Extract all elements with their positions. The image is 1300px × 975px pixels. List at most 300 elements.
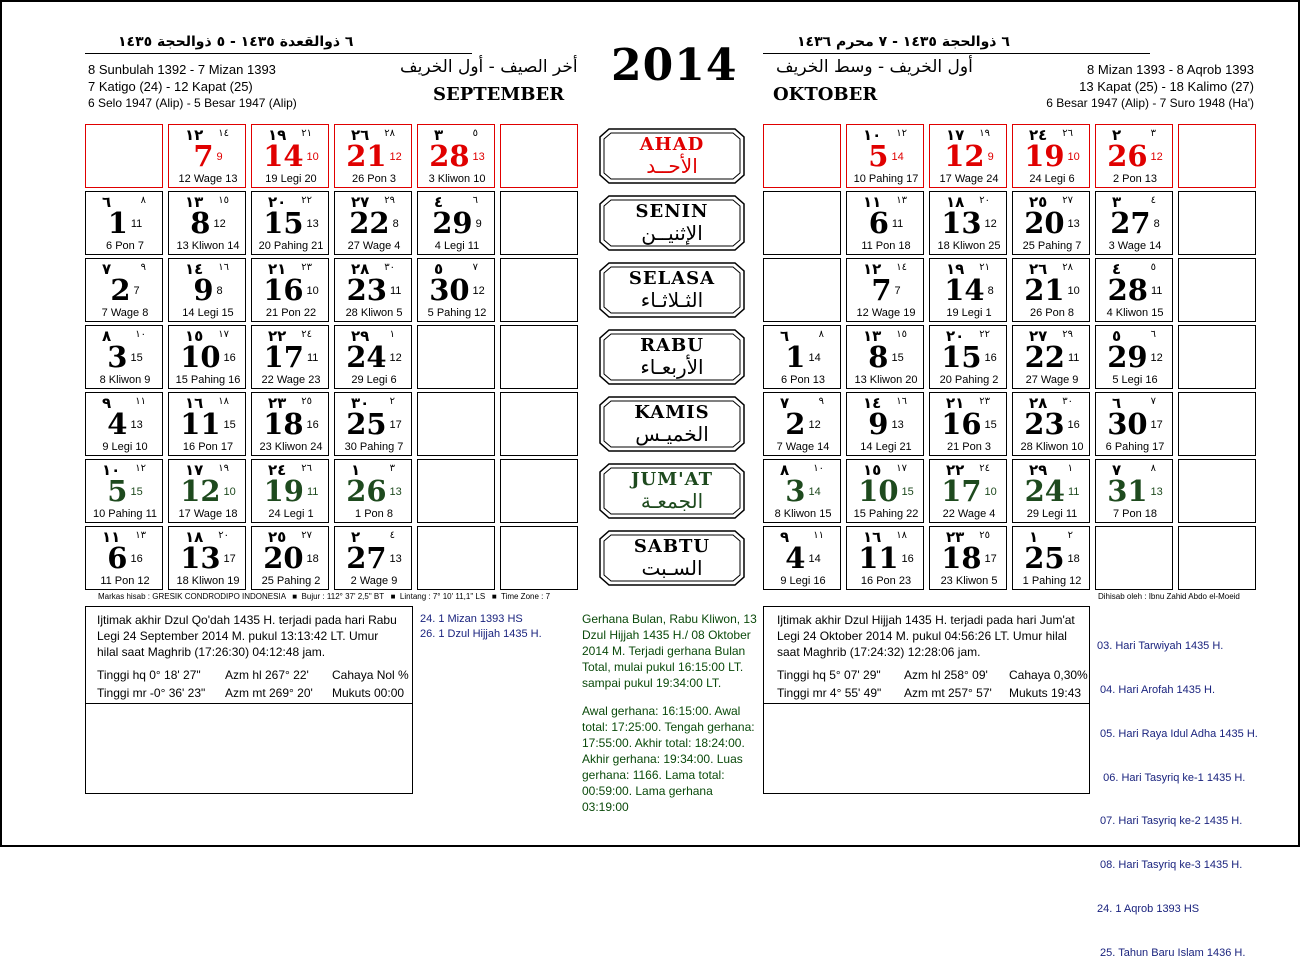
- pasaran: 26 Pon 3: [351, 173, 397, 185]
- hijri-day: ٢٤: [268, 461, 287, 479]
- solar-day: 14: [808, 486, 821, 498]
- gregorian-day: [1096, 340, 1174, 374]
- hijri-small: ١٠: [135, 329, 146, 340]
- pasaran: 2 Pon 13: [1112, 173, 1158, 185]
- solar-day: 11: [389, 285, 402, 297]
- hijri-day: ٣: [1112, 193, 1122, 211]
- gregorian-day-number: 18: [941, 541, 982, 575]
- pasaran: 30 Pahing 7: [344, 441, 404, 453]
- hijri-small: ٢١: [979, 262, 990, 273]
- gregorian-day: [169, 340, 247, 374]
- day-label-latin: SELASA: [628, 268, 716, 289]
- gregorian-day-number: 9: [868, 407, 889, 441]
- hijri-day: ٤: [434, 193, 444, 211]
- hijri-small: ١٩: [218, 463, 229, 474]
- empty-day-cell: [1178, 258, 1256, 322]
- gregorian-day: [847, 206, 925, 240]
- hijri-small: ٨: [1150, 463, 1156, 474]
- hijri-day: ٧: [1112, 461, 1122, 479]
- gregorian-day-number: 31: [1107, 474, 1148, 508]
- pasaran: 7 Wage 8: [101, 307, 149, 319]
- hijri-small: ٤: [1150, 195, 1156, 206]
- pasaran: 24 Legi 6: [1029, 173, 1075, 185]
- right-season: أول الخريف - وسط الخريف: [776, 57, 973, 77]
- hijri-small: ١: [389, 329, 395, 340]
- pasaran: 4 Kliwon 15: [1106, 307, 1164, 319]
- hijri-small: ٦: [1150, 329, 1156, 340]
- pasaran: 7 Pon 18: [1112, 508, 1158, 520]
- empty-day-cell: [763, 124, 841, 188]
- gregorian-day: [252, 407, 330, 441]
- day-cell: [417, 191, 495, 255]
- gregorian-day-number: 8: [190, 206, 211, 240]
- pasaran: 9 Legi 16: [780, 575, 826, 587]
- hijri-day: ٦: [1112, 394, 1122, 412]
- gregorian-day-number: 30: [1107, 407, 1148, 441]
- hijri-small: ١٠: [813, 463, 824, 474]
- day-cell: [251, 325, 329, 389]
- solar-day: 7: [133, 285, 140, 297]
- hijri-small: ٢: [1067, 530, 1073, 541]
- hijri-day: ٢٠: [946, 327, 965, 345]
- hijri-small: ٢٤: [979, 463, 990, 474]
- hijri-day: ٢١: [268, 260, 287, 278]
- event-item: 24. 1 Aqrob 1393 HS: [1097, 902, 1200, 915]
- hijri-day: ١: [1029, 528, 1039, 546]
- gregorian-day-number: 7: [871, 273, 892, 307]
- pasaran: 19 Legi 1: [946, 307, 992, 319]
- gregorian-day: [1096, 474, 1174, 508]
- hijri-small: ٣٠: [384, 262, 395, 273]
- hijri-small: ٢٨: [1062, 262, 1073, 273]
- gregorian-day: [418, 206, 496, 240]
- day-cell: [85, 258, 163, 322]
- solar-day: 11: [306, 486, 319, 498]
- hijri-small: ٢٦: [301, 463, 312, 474]
- pasaran: 21 Pon 22: [265, 307, 317, 319]
- hijri-small: ٨: [140, 195, 146, 206]
- hijri-day: ٨: [102, 327, 112, 345]
- solar-day: 13: [1067, 218, 1080, 230]
- left-line-1: 8 Sunbulah 1392 - 7 Mizan 1393: [88, 62, 276, 77]
- right-line-1: 8 Mizan 1393 - 8 Aqrob 1393: [1087, 62, 1254, 77]
- hijri-small: ٢٥: [301, 396, 312, 407]
- day-cell: [334, 258, 412, 322]
- gregorian-day-number: 24: [1024, 474, 1065, 508]
- hijri-day: ٢٩: [351, 327, 370, 345]
- pasaran: 11 Pon 12: [100, 575, 150, 587]
- pasaran: 25 Pahing 7: [1022, 240, 1082, 252]
- markas-hisab: Markas hisab : GRESIK CONDRODIPO INDONESIA ■ Bujur : 112° 37' 2,5" BT ■ Lintang : 7° 10' 11,1" LS ■ Time Zone : 7: [98, 592, 551, 601]
- left-calendar-lines: [88, 61, 297, 112]
- left-header-rule: [85, 53, 472, 54]
- hijri-day: ٩: [102, 394, 112, 412]
- gregorian-day-number: 15: [263, 206, 304, 240]
- day-cell: [85, 325, 163, 389]
- day-cell: [334, 325, 412, 389]
- hijri-small: ١٨: [218, 396, 229, 407]
- hijri-small: ٢٤: [301, 329, 312, 340]
- gregorian-day-number: 17: [263, 340, 304, 374]
- gregorian-day: [1013, 206, 1091, 240]
- hijri-day: ٢٧: [351, 193, 370, 211]
- day-label-senin: [599, 195, 745, 251]
- hijri-day: ١٩: [268, 126, 287, 144]
- hijri-day: ١١: [863, 193, 882, 211]
- day-label-arabic: الجمعـة: [640, 489, 704, 513]
- hijri-small: ٣: [1150, 128, 1156, 139]
- hijri-day: ٢٣: [268, 394, 287, 412]
- day-cell: [168, 325, 246, 389]
- solar-day: 16: [223, 352, 236, 364]
- hijri-small: ١٧: [896, 463, 907, 474]
- gregorian-day: [169, 474, 247, 508]
- solar-day: 13: [389, 553, 402, 565]
- gregorian-day-number: 26: [346, 474, 387, 508]
- hijri-day: ٧: [102, 260, 112, 278]
- gregorian-day-number: 21: [1024, 273, 1065, 307]
- gregorian-day-number: 28: [429, 139, 470, 173]
- day-label-latin: SENIN: [635, 201, 709, 222]
- solar-day: 7: [894, 285, 901, 297]
- event-item: 06. Hari Tasyriq ke-1 1435 H.: [1097, 771, 1246, 784]
- hijri-small: ٨: [818, 329, 824, 340]
- solar-day: 11: [306, 352, 319, 364]
- pasaran: 24 Legi 1: [268, 508, 314, 520]
- gregorian-day: [86, 541, 164, 575]
- gregorian-day: [1096, 273, 1174, 307]
- gerhana-detail: Awal gerhana: 16:15:00. Awal total: 17:25:00. Tengah gerhana: 17:55:00. Akhir total: 18:24:00. Akhir gerhana: 19:34:00. Luas gerhana: 1166. Lama total: 00:59:00. Lama gerhana 03:19:00: [582, 704, 755, 814]
- solar-day: 8: [216, 285, 223, 297]
- azm-hl-sep: Azm hl 267° 22': [225, 668, 309, 682]
- day-cell: [763, 459, 841, 523]
- day-cell: [846, 325, 924, 389]
- day-cell: [1095, 325, 1173, 389]
- day-cell: [251, 124, 329, 188]
- ijtimak-september-divider: [86, 703, 412, 704]
- gregorian-day: [169, 139, 247, 173]
- gregorian-day: [86, 407, 164, 441]
- day-cell: [168, 459, 246, 523]
- empty-day-cell: [417, 392, 495, 456]
- gregorian-day: [252, 206, 330, 240]
- day-cell: [334, 124, 412, 188]
- gregorian-day: [86, 273, 164, 307]
- gregorian-day: [252, 139, 330, 173]
- gregorian-day: [847, 474, 925, 508]
- day-cell: [168, 124, 246, 188]
- hijri-day: ١٥: [185, 327, 204, 345]
- pasaran: 13 Kliwon 14: [176, 240, 240, 252]
- hijri-day: ١٧: [185, 461, 204, 479]
- gregorian-day: [1013, 139, 1091, 173]
- day-label-latin: KAMIS: [634, 402, 710, 423]
- hijri-day: ١١: [102, 528, 121, 546]
- solar-day: 13: [306, 218, 319, 230]
- day-cell: [929, 325, 1007, 389]
- solar-day: 8: [1153, 218, 1160, 230]
- solar-day: 10: [1067, 151, 1080, 163]
- day-cell: [168, 191, 246, 255]
- gregorian-day: [418, 273, 496, 307]
- mukuts-sep: Mukuts 00:00: [332, 686, 405, 700]
- ijtimak-september-box: [85, 606, 413, 794]
- solar-day: 8: [392, 218, 399, 230]
- hijri-day: ١٢: [185, 126, 204, 144]
- event-item: 03. Hari Tarwiyah 1435 H.: [1097, 640, 1224, 653]
- hijri-day: ١٣: [863, 327, 882, 345]
- hijri-small: ١١: [813, 530, 824, 541]
- day-cell: [763, 392, 841, 456]
- events-september: [420, 612, 542, 641]
- gregorian-day-number: 22: [1024, 340, 1065, 374]
- day-cell: [85, 526, 163, 590]
- day-cell: [334, 459, 412, 523]
- day-cell: [251, 526, 329, 590]
- pasaran: 20 Pahing 21: [258, 240, 324, 252]
- day-label-arabic: الإثنيــن: [641, 221, 703, 245]
- hijri-small: ١: [1067, 463, 1073, 474]
- hijri-day: ٦: [102, 193, 112, 211]
- day-cell: [846, 526, 924, 590]
- right-hijri-range: ٦ ذوالحجة ١٤٣٥ - ٧ محرم ١٤٣٦: [797, 34, 1010, 50]
- hijri-day: ٢٣: [946, 528, 965, 546]
- gregorian-day-number: 21: [346, 139, 387, 173]
- event-item: 05. Hari Raya Idul Adha 1435 H.: [1097, 727, 1258, 740]
- pasaran: 1 Pahing 12: [1022, 575, 1082, 587]
- gregorian-day: [335, 340, 413, 374]
- solar-day: 11: [891, 218, 904, 230]
- hijri-day: ١٦: [863, 528, 882, 546]
- gregorian-day-number: 30: [429, 273, 470, 307]
- pasaran: 9 Legi 10: [102, 441, 148, 453]
- empty-day-cell: [763, 191, 841, 255]
- hijri-day: ١٧: [946, 126, 965, 144]
- empty-day-cell: [763, 258, 841, 322]
- gregorian-day-number: 13: [180, 541, 221, 575]
- day-label-rabu: [599, 329, 745, 385]
- azm-mt-sep: Azm mt 269° 20': [225, 686, 313, 700]
- solar-day: 12: [213, 218, 226, 230]
- gregorian-day-number: 25: [1024, 541, 1065, 575]
- empty-day-cell: [1178, 325, 1256, 389]
- day-label-arabic: الخميـس: [635, 422, 709, 446]
- gregorian-day: [1013, 474, 1091, 508]
- gregorian-day: [764, 474, 842, 508]
- day-cell: [763, 526, 841, 590]
- solar-day: 17: [389, 419, 402, 431]
- pasaran: 10 Pahing 17: [853, 173, 919, 185]
- month-september: SEPTEMBER: [433, 84, 565, 105]
- gregorian-day: [335, 206, 413, 240]
- gregorian-day: [1013, 541, 1091, 575]
- pasaran: 21 Pon 3: [946, 441, 992, 453]
- event-item: 08. Hari Tasyriq ke-3 1435 H.: [1097, 859, 1243, 872]
- event-item: 04. Hari Arofah 1435 H.: [1097, 683, 1216, 696]
- day-cell: [251, 258, 329, 322]
- tinggi-hq-sep: Tinggi hq 0° 18' 27": [97, 668, 201, 682]
- pasaran: 28 Kliwon 10: [1020, 441, 1084, 453]
- day-cell: [1095, 258, 1173, 322]
- pasaran: 28 Kliwon 5: [345, 307, 403, 319]
- hijri-small: ١٨: [896, 530, 907, 541]
- empty-day-cell: [1178, 526, 1256, 590]
- day-cell: [1012, 258, 1090, 322]
- left-line-2: 7 Katigo (24) - 12 Kapat (25): [88, 79, 253, 94]
- hijri-day: ١٣: [185, 193, 204, 211]
- azm-hl-okt: Azm hl 258° 09': [904, 668, 988, 682]
- day-cell: [417, 258, 495, 322]
- day-label-latin: AHAD: [639, 134, 705, 155]
- ijtimak-oktober-box: [763, 606, 1090, 794]
- solar-day: 13: [891, 419, 904, 431]
- solar-day: 16: [901, 553, 914, 565]
- hijri-small: ١٥: [218, 195, 229, 206]
- solar-day: 16: [984, 352, 997, 364]
- gregorian-day-number: 3: [107, 340, 128, 374]
- gregorian-day: [930, 541, 1008, 575]
- hijri-small: ١٢: [135, 463, 146, 474]
- gregorian-day: [1013, 407, 1091, 441]
- hijri-day: ٣٠: [351, 394, 370, 412]
- gregorian-day: [335, 474, 413, 508]
- day-cell: [417, 124, 495, 188]
- gregorian-day-number: 29: [1107, 340, 1148, 374]
- gregorian-day: [1096, 139, 1174, 173]
- hijri-day: ٢٩: [1029, 461, 1048, 479]
- day-cell: [1012, 459, 1090, 523]
- gregorian-day-number: 18: [263, 407, 304, 441]
- solar-day: 10: [223, 486, 236, 498]
- gregorian-day-number: 13: [941, 206, 982, 240]
- solar-day: 12: [808, 419, 821, 431]
- day-label-arabic: الأحــد: [646, 154, 698, 178]
- gregorian-day-number: 16: [941, 407, 982, 441]
- day-cell: [763, 325, 841, 389]
- solar-day: 15: [223, 419, 236, 431]
- gregorian-day-number: 7: [193, 139, 214, 173]
- empty-day-cell: [500, 258, 578, 322]
- gregorian-day: [252, 474, 330, 508]
- gregorian-day: [764, 407, 842, 441]
- solar-day: 11: [1067, 486, 1080, 498]
- day-label-arabic: الأربعـاء: [640, 355, 704, 379]
- hijri-small: ١٥: [896, 329, 907, 340]
- hijri-day: ١٦: [185, 394, 204, 412]
- event-item: 07. Hari Tasyriq ke-2 1435 H.: [1097, 815, 1243, 828]
- day-cell: [846, 124, 924, 188]
- pasaran: 11 Pon 18: [861, 240, 911, 252]
- hijri-day: ١: [351, 461, 361, 479]
- day-label-selasa: [599, 262, 745, 318]
- hijri-day: ٣: [434, 126, 444, 144]
- day-cell: [846, 191, 924, 255]
- pasaran: 10 Pahing 11: [92, 508, 158, 520]
- pasaran: 25 Pahing 2: [261, 575, 321, 587]
- day-cell: [929, 124, 1007, 188]
- hijri-day: ٢٦: [351, 126, 370, 144]
- hijri-small: ٦: [472, 195, 478, 206]
- hijri-day: ٢٨: [351, 260, 370, 278]
- hijri-small: ٢: [389, 396, 395, 407]
- pasaran: 3 Wage 14: [1108, 240, 1162, 252]
- gregorian-day-number: 20: [1024, 206, 1065, 240]
- hijri-small: ٧: [1150, 396, 1156, 407]
- hijri-day: ٥: [434, 260, 444, 278]
- day-cell: [85, 392, 163, 456]
- gregorian-day-number: 10: [858, 474, 899, 508]
- day-cell: [1012, 392, 1090, 456]
- empty-day-cell: [1178, 191, 1256, 255]
- gregorian-day-number: 2: [110, 273, 131, 307]
- pasaran: 17 Wage 18: [178, 508, 238, 520]
- left-line-3: 6 Selo 1947 (Alip) - 5 Besar 1947 (Alip): [88, 96, 297, 110]
- solar-day: 15: [130, 486, 143, 498]
- gregorian-day: [1013, 273, 1091, 307]
- hijri-small: ٢٣: [301, 262, 312, 273]
- hijri-day: ١٤: [185, 260, 204, 278]
- gregorian-day: [930, 139, 1008, 173]
- pasaran: 23 Kliwon 24: [259, 441, 323, 453]
- hijri-day: ٢: [351, 528, 361, 546]
- hijri-small: ٢٧: [1062, 195, 1073, 206]
- day-cell: [334, 191, 412, 255]
- empty-day-cell: [500, 459, 578, 523]
- pasaran: 14 Legi 15: [182, 307, 234, 319]
- hijri-day: ٨: [780, 461, 790, 479]
- hijri-small: ٢٢: [301, 195, 312, 206]
- tinggi-mr-sep: Tinggi mr -0° 36' 23": [97, 686, 206, 700]
- day-label-latin: SABTU: [633, 536, 711, 557]
- ijtimak-oktober-text: Ijtimak akhir Dzul Hijjah 1435 H. terjadi pada hari Jum'at Legi 24 Oktober 2014 M. pukul 04:56:26 LT. Umur hilal saat Maghrib (17:24:32) 12:28:06 jam.: [777, 613, 1075, 659]
- pasaran: 12 Wage 13: [178, 173, 238, 185]
- solar-day: 14: [808, 553, 821, 565]
- ijtimak-september-text: Ijtimak akhir Dzul Qo'dah 1435 H. terjadi pada hari Rabu Legi 24 September 2014 M. pukul 13:13:42 LT. Umur hilal saat Maghrib (17:26:30) 04:12:48 jam.: [97, 613, 397, 659]
- gregorian-day: [169, 541, 247, 575]
- right-line-2: 13 Kapat (25) - 18 Kalimo (27): [1079, 79, 1254, 94]
- solar-day: 10: [1067, 285, 1080, 297]
- hijri-small: ٩: [140, 262, 146, 273]
- left-hijri-range: ٦ ذوالقعدة ١٤٣٥ - ٥ ذوالحجة ١٤٣٥: [118, 34, 354, 50]
- pasaran: 5 Pahing 12: [427, 307, 487, 319]
- day-label-kamis: [599, 396, 745, 452]
- hijri-day: ٢٥: [1029, 193, 1048, 211]
- hijri-small: ٢٩: [1062, 329, 1073, 340]
- pasaran: 5 Legi 16: [1112, 374, 1158, 386]
- hijri-small: ٢٨: [384, 128, 395, 139]
- pasaran: 2 Wage 9: [350, 575, 398, 587]
- solar-day: 10: [306, 151, 319, 163]
- hijri-day: ٢٧: [1029, 327, 1048, 345]
- hijri-small: ١٣: [896, 195, 907, 206]
- gregorian-day: [335, 407, 413, 441]
- solar-day: 11: [130, 218, 143, 230]
- day-label-arabic: السـبت: [641, 556, 703, 580]
- hijri-small: ١٦: [218, 262, 229, 273]
- solar-day: 12: [389, 352, 402, 364]
- hijri-day: ١٢: [863, 260, 882, 278]
- day-label-latin: RABU: [640, 335, 704, 356]
- day-label-jumat: [599, 463, 745, 519]
- hijri-small: ٤: [389, 530, 395, 541]
- day-cell: [168, 392, 246, 456]
- solar-day: 11: [1067, 352, 1080, 364]
- solar-day: 15: [891, 352, 904, 364]
- day-cell: [334, 392, 412, 456]
- hijri-small: ١٧: [218, 329, 229, 340]
- hijri-small: ١٣: [135, 530, 146, 541]
- event-item: 26. 1 Dzul Hijjah 1435 H.: [420, 627, 542, 640]
